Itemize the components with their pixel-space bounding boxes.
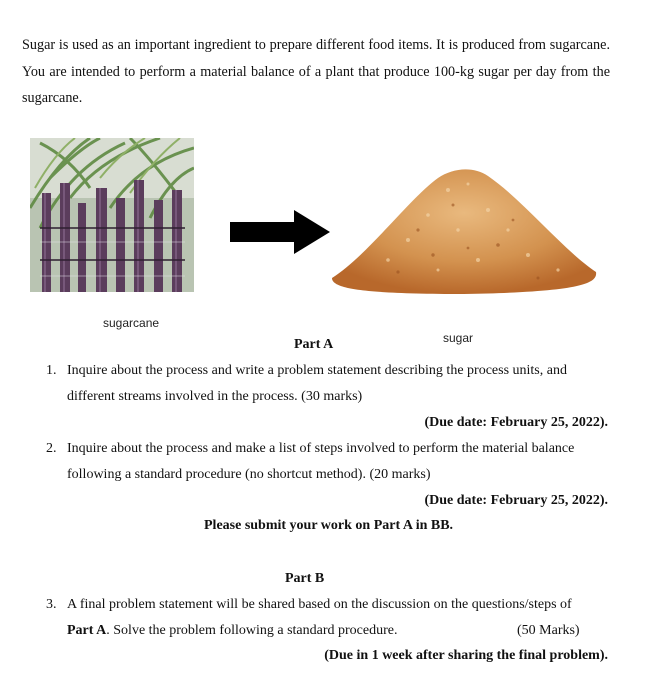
submit-note: Please submit your work on Part A in BB. [204,518,454,533]
item-1-number: 1. [46,363,57,378]
item-3-due-date: (Due in 1 week after sharing the final problem). [324,648,608,663]
item-3-number: 3. [46,597,57,612]
item-1-due-date: (Due date: February 25, 2022). [424,415,608,430]
process-arrow-icon [230,208,330,261]
sugar-caption: sugar [443,331,474,345]
part-b-heading: Part B [285,571,325,586]
item-2-line-2: following a standard procedure (no shortcut method). (20 marks) [67,467,431,482]
item-1-line-2: different streams involved in the process. (30 marks) [67,389,363,404]
sugar-pile-image [328,160,600,305]
part-a-reference: Part A [67,623,107,638]
item-2-line-1: Inquire about the process and make a list of steps involved to perform the material balance [67,441,575,456]
item-3-marks: (50 Marks) [517,623,580,638]
item-1-line-1: Inquire about the process and write a problem statement describing the process units, and [67,363,567,378]
item-2-number: 2. [46,441,57,456]
item-3-line-2 [67,622,397,640]
sugarcane-image [30,138,194,292]
item-2-due-date: (Due date: February 25, 2022). [424,493,608,508]
part-a-heading: Part A [294,337,334,352]
item-3-line-2-rest: . Solve the problem following a standard procedure. [106,623,398,638]
item-3-line-1: A final problem statement will be shared based on the discussion on the questions/steps of [67,597,572,612]
sugarcane-caption: sugarcane [103,316,160,330]
intro-paragraph: Sugar is used as an important ingredient to prepare different food items. It is produced from sugarcane. You are intended to perform a material balance of a plant that produce 100-kg sugar per day from the sugarcane. [22,37,610,106]
